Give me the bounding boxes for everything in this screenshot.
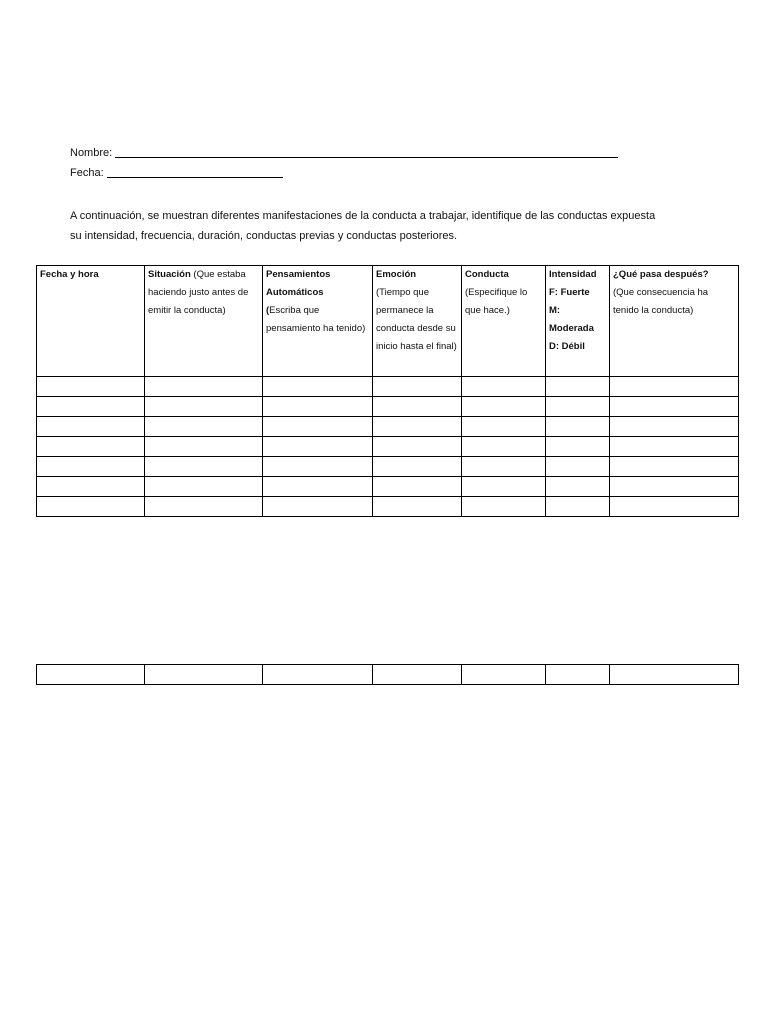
nombre-field[interactable] [70,147,618,160]
nombre-label: Nombre: [70,147,113,159]
table-cell[interactable] [145,377,263,397]
fecha-input-line[interactable] [107,167,283,178]
table-cell[interactable] [37,417,145,437]
header-emocion [373,266,462,377]
table-cell[interactable] [610,457,739,477]
header-intensidad-title: Intensidad [549,269,597,280]
header-intensidad [546,266,610,377]
table-cell[interactable] [462,457,546,477]
table-cell[interactable] [373,437,462,457]
header-pensamientos-note: Escriba que pensamiento ha tenido) [266,305,366,334]
table-cell[interactable] [546,397,610,417]
table-cell[interactable] [145,497,263,517]
behavior-record-table [36,265,739,517]
table-cell[interactable] [145,665,263,685]
table-row [37,437,739,457]
table-cell[interactable] [37,377,145,397]
header-fecha-hora [37,266,145,377]
table-cell[interactable] [373,377,462,397]
table-cell[interactable] [263,457,373,477]
table-header-row [37,266,739,377]
table-cell[interactable] [373,477,462,497]
header-intensidad-m: M: Moderada [549,305,594,334]
table-cell[interactable] [610,437,739,457]
table-cell[interactable] [37,397,145,417]
table-cell[interactable] [263,665,373,685]
header-situacion-title: Situación [148,269,191,280]
table-cell[interactable] [462,437,546,457]
table-cell[interactable] [462,377,546,397]
table-row [37,477,739,497]
table-cell[interactable] [610,417,739,437]
header-conducta [462,266,546,377]
behavior-record-table-continued [36,664,739,685]
table-row [37,457,739,477]
table-row [37,397,739,417]
table-row [37,417,739,437]
instructions-line-2: su intensidad, frecuencia, duración, conductas previas y conductas posteriores. [70,230,458,242]
table-cell[interactable] [610,397,739,417]
header-conducta-note: (Especifique lo que hace.) [465,287,528,316]
table-cell[interactable] [37,477,145,497]
table-row [37,377,739,397]
instructions-line-1: A continuación, se muestran diferentes manifestaciones de la conducta a trabajar, identifique de las conductas expuesta [70,210,656,222]
header-emocion-title: Emoción [376,269,417,280]
table-cell[interactable] [546,477,610,497]
instructions [70,206,750,246]
table-cell[interactable] [37,437,145,457]
table-cell[interactable] [462,665,546,685]
table-cell[interactable] [373,665,462,685]
table-cell[interactable] [145,397,263,417]
table-row [37,665,739,685]
table-cell[interactable] [263,437,373,457]
header-pensamientos [263,266,373,377]
table-cell[interactable] [263,497,373,517]
fecha-label: Fecha: [70,167,104,179]
table-cell[interactable] [263,417,373,437]
table-cell[interactable] [145,437,263,457]
header-intensidad-f: F: Fuerte [549,287,590,298]
table-cell[interactable] [373,497,462,517]
table-cell[interactable] [546,497,610,517]
table-cell[interactable] [462,477,546,497]
table-cell[interactable] [610,477,739,497]
table-cell[interactable] [610,665,739,685]
table-cell[interactable] [373,397,462,417]
header-pensamientos-paren: ( [266,305,270,316]
header-fecha-hora-title: Fecha y hora [40,269,99,280]
table-cell[interactable] [610,497,739,517]
table-cell[interactable] [145,477,263,497]
header-conducta-title: Conducta [465,269,509,280]
table-cell[interactable] [610,377,739,397]
table-cell[interactable] [546,665,610,685]
table-cell[interactable] [462,417,546,437]
table-cell[interactable] [37,457,145,477]
table-cell[interactable] [263,377,373,397]
table-cell[interactable] [145,417,263,437]
table-cell[interactable] [373,417,462,437]
header-situacion-note: (Que estaba haciendo justo antes de emitir la conducta) [148,269,249,316]
header-que-pasa [610,266,739,377]
header-que-pasa-note: (Que consecuencia ha tenido la conducta) [613,287,709,316]
table-cell[interactable] [263,477,373,497]
table-cell[interactable] [145,457,263,477]
table-cell[interactable] [546,457,610,477]
table-cell[interactable] [546,437,610,457]
table-cell[interactable] [37,497,145,517]
table-cell[interactable] [263,397,373,417]
table-row [37,497,739,517]
fecha-field[interactable] [70,167,283,180]
header-que-pasa-title: ¿Qué pasa después? [613,269,709,280]
table-cell[interactable] [37,665,145,685]
header-situacion [145,266,263,377]
table-cell[interactable] [462,497,546,517]
header-intensidad-d: D: Débil [549,341,585,352]
table-cell[interactable] [462,397,546,417]
table-cell[interactable] [546,417,610,437]
table-cell[interactable] [546,377,610,397]
nombre-input-line[interactable] [115,147,618,158]
table-cell[interactable] [373,457,462,477]
header-emocion-note: (Tiempo que permanece la conducta desde su inicio hasta el final) [376,287,457,352]
header-pensamientos-title: Pensamientos Automáticos [266,269,331,298]
